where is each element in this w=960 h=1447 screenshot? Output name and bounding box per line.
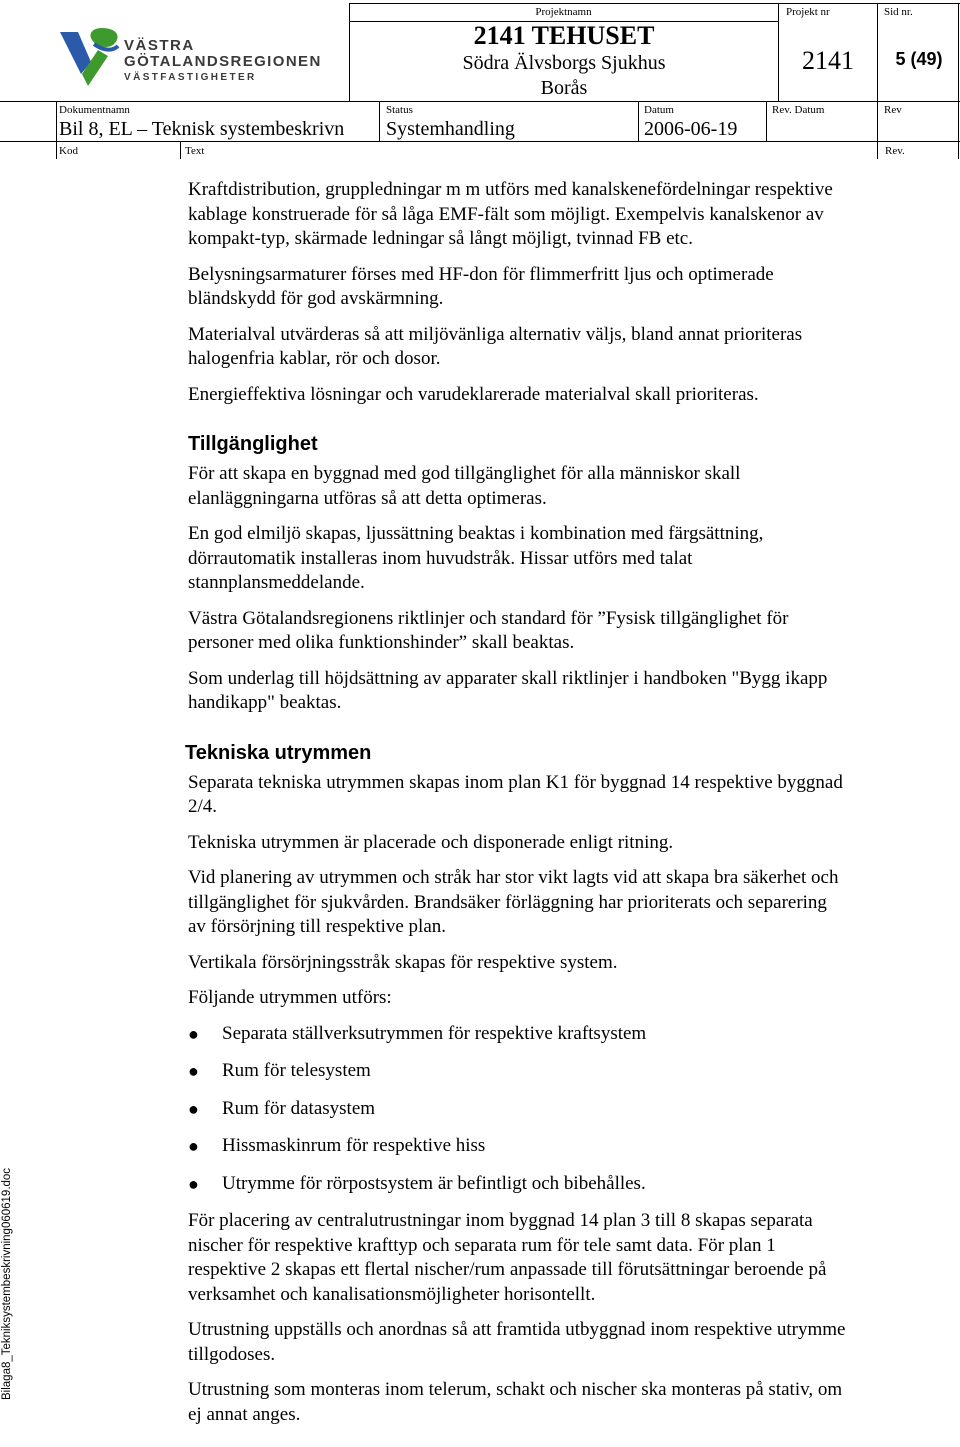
paragraph: Som underlag till höjdsättning av apparater skall riktlinjer i handboken "Bygg ikapp handikapp" beaktas. bbox=[188, 667, 828, 713]
bullet-icon: ● bbox=[188, 1061, 199, 1081]
datum-label: Datum bbox=[644, 104, 674, 116]
paragraph: Materialval utvärderas så att miljövänliga alternativ väljs, bland annat prioriteras halogenfria kablar, rör och dosor. bbox=[188, 323, 803, 369]
paragraph: Tekniska utrymmen är placerade och disponerade enligt ritning. bbox=[188, 831, 674, 853]
section-heading-tillganglighet: Tillgänglighet bbox=[188, 433, 318, 455]
list-item-text: Rum för telesystem bbox=[222, 1060, 371, 1081]
bullet-icon: ● bbox=[188, 1136, 199, 1156]
logo-text-line3: VÄSTFASTIGHETER bbox=[124, 72, 257, 83]
bullet-icon: ● bbox=[188, 1098, 199, 1119]
document-status: Systemhandling bbox=[386, 118, 515, 140]
rev-label: Rev bbox=[884, 104, 902, 116]
bullet-icon: ● bbox=[188, 1023, 199, 1044]
paragraph: Belysningsarmaturer förses med HF-don för flimmerfritt ljus och optimerade bländskydd för god avskärmning. bbox=[188, 263, 774, 309]
paragraph: Energieffektiva lösningar och varudeklarerade materialval skall prioriteras. bbox=[188, 383, 759, 405]
bullet-icon: ● bbox=[188, 1173, 199, 1194]
paragraph: Västra Götalandsregionens riktlinjer och standard för ”Fysisk tillgänglighet för personer med olika funktionshinder” skall beaktas. bbox=[188, 607, 789, 653]
header-rule bbox=[0, 101, 960, 102]
projektnamn-label: Projektnamn bbox=[535, 6, 592, 18]
paragraph: För att skapa en byggnad med god tillgänglighet för alla människor skall elanläggningarna utföras så att detta optimeras. bbox=[188, 463, 741, 509]
header-divider bbox=[958, 3, 959, 159]
list-item-text: Separata ställverksutrymmen för respektive kraftsystem bbox=[222, 1022, 647, 1044]
section-heading-tekniska-utrymmen: Tekniska utrymmen bbox=[185, 741, 372, 764]
dokumentnamn-label: Dokumentnamn bbox=[59, 104, 130, 116]
project-city: Borås bbox=[540, 77, 588, 99]
paragraph: Separata tekniska utrymmen skapas inom plan K1 för byggnad 14 respektive byggnad 2/4. bbox=[188, 771, 843, 817]
list-item bbox=[188, 1172, 848, 1197]
text-label: Text bbox=[185, 145, 205, 157]
header-rule bbox=[0, 141, 960, 142]
list-item bbox=[188, 1097, 848, 1122]
list-item-text: Hissmaskinrum för respektive hiss bbox=[222, 1135, 486, 1156]
organization-logo bbox=[58, 26, 343, 88]
sid-nr-label: Sid nr. bbox=[884, 6, 913, 18]
paragraph: Följande utrymmen utförs: bbox=[188, 987, 392, 1008]
paragraph: Utrustning uppställs och anordnas så att framtida utbyggnad inom respektive utrymme tillgodoses. bbox=[188, 1319, 846, 1365]
list-item bbox=[188, 1059, 848, 1084]
room-list bbox=[188, 1022, 848, 1197]
project-subtitle: Södra Älvsborgs Sjukhus bbox=[462, 52, 666, 74]
paragraph: För placering av centralutrustningar inom byggnad 14 plan 3 till 8 skapas separata nischer för respektive krafttyp och separata rum för tele samt data. För plan 1 respektive 2 skapas ett flertal nischer/rum anpassade till förutsättningar beroende på verksamhet och kanalisationsmöjligheter horisontellt. bbox=[188, 1210, 827, 1305]
status-label: Status bbox=[386, 104, 413, 116]
document-name: Bil 8, EL – Teknisk systembeskrivn bbox=[59, 118, 345, 140]
project-number: 2141 bbox=[802, 46, 854, 75]
paragraph: Vid planering av utrymmen och stråk har stor vikt lagts vid att skapa bra säkerhet och tillgänglighet för sjukvården. Brandsäker förläggning har prioriterats och separering av försörjning till respektive plan. bbox=[188, 867, 839, 937]
file-name-sidebar: Bilaga8_Tekniksystembeskrivning060619.doc bbox=[1, 1167, 13, 1400]
list-item bbox=[188, 1022, 848, 1047]
header-divider bbox=[379, 101, 380, 142]
document-body bbox=[185, 178, 848, 1438]
region-emblem-icon bbox=[58, 26, 124, 88]
header-divider bbox=[180, 141, 181, 159]
project-title: 2141 TEHUSET bbox=[473, 21, 655, 50]
header-divider bbox=[638, 101, 639, 142]
paragraph: Kraftdistribution, gruppledningar m m utförs med kanalskenefördelningar respektive kablage konstruerade för så låga EMF-fält som möjligt. Exempelvis kanalskenor av kompakt-typ, skärmade ledningar så långt möjligt, tvinnad FB etc. bbox=[188, 179, 833, 249]
list-item-text: Rum för datasystem bbox=[222, 1097, 376, 1119]
list-item bbox=[188, 1134, 848, 1159]
paragraph: Utrustning som monteras inom telerum, schakt och nischer ska monteras på stativ, om ej annat anges. bbox=[188, 1379, 843, 1425]
paragraph: Vertikala försörjningsstråk skapas för respektive system. bbox=[188, 951, 618, 973]
page-number: 5 (49) bbox=[895, 49, 943, 69]
logo-text-line2: GÖTALANDSREGIONEN bbox=[124, 53, 322, 70]
header-rule bbox=[349, 3, 960, 4]
list-item-text: Utrymme för rörpostsystem är befintligt och bibehålles. bbox=[222, 1172, 646, 1194]
projekt-nr-label: Projekt nr bbox=[786, 6, 830, 18]
header-divider bbox=[877, 101, 878, 159]
header-divider bbox=[56, 101, 57, 159]
document-date: 2006-06-19 bbox=[644, 118, 738, 140]
rev-datum-label: Rev. Datum bbox=[772, 104, 825, 116]
header-divider bbox=[766, 101, 767, 142]
logo-text-line1: VÄSTRA bbox=[124, 37, 195, 54]
paragraph: En god elmiljö skapas, ljussättning beaktas i kombination med färgsättning, dörrautomatik installeras inom huvudstråk. Hissar utförs med talat stannplansmeddelande. bbox=[188, 523, 764, 593]
document-header bbox=[0, 0, 960, 160]
kod-label: Kod bbox=[59, 145, 78, 157]
rev2-label: Rev. bbox=[885, 145, 905, 157]
